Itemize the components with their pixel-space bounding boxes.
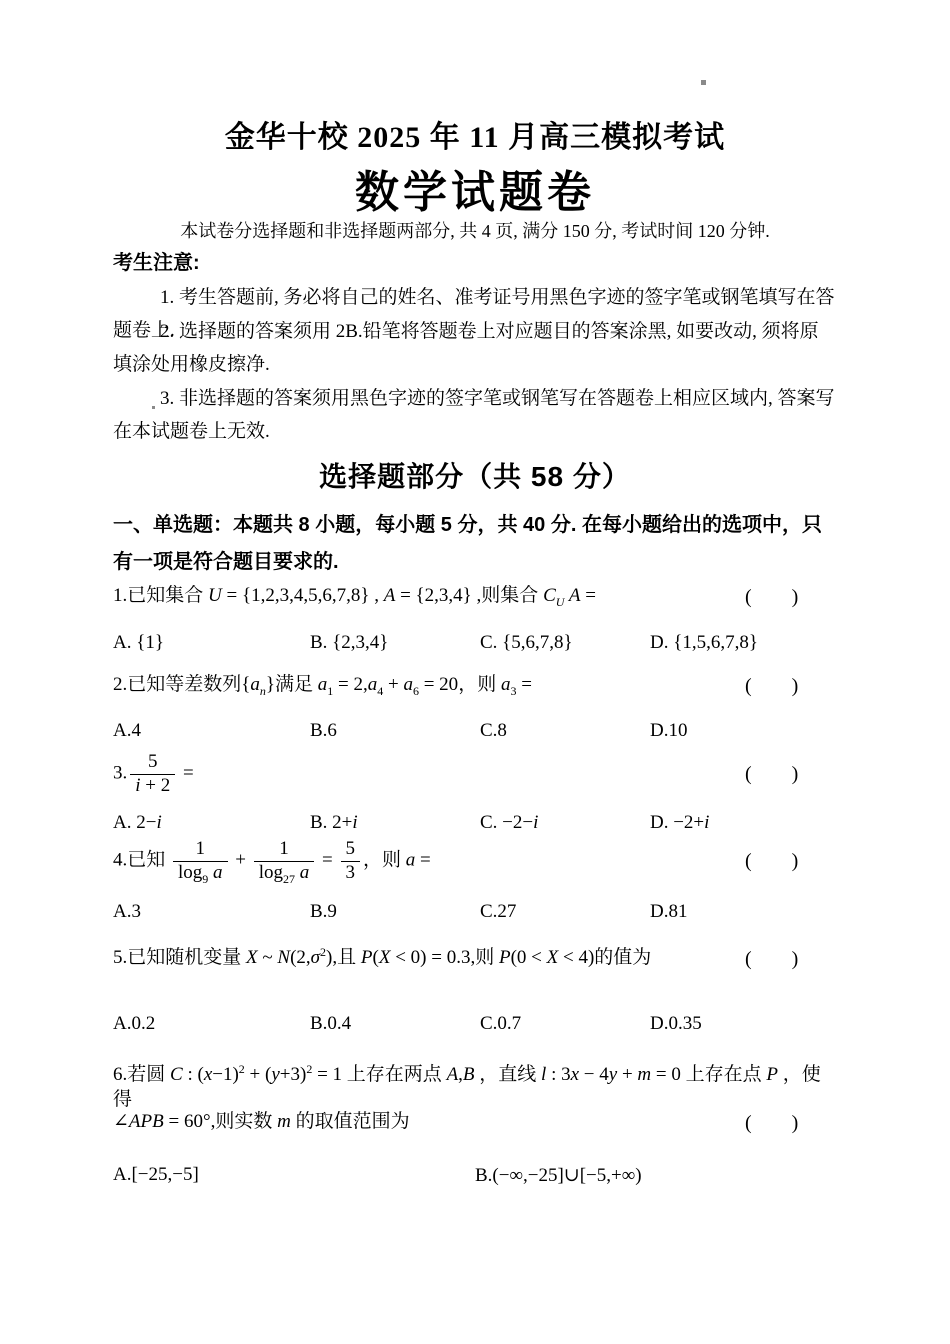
question-4 bbox=[113, 838, 837, 885]
question-1-option-b: B. {2,3,4} bbox=[310, 632, 389, 653]
question-6-option-a: A.[−25,−5] bbox=[113, 1164, 199, 1185]
question-6-text-line1: 6.若圆 C : $(x-1)^2 + (y+3)^2 = 1$ 上存在两点 A,B ，直线 l : 3x − 4y + m = 0 上存在点 P ，使得 bbox=[113, 1062, 821, 1110]
exam-title: 金华十校 2025 年 11 月高三模拟考试 bbox=[224, 121, 726, 154]
paper-intro: 本试卷分选择题和非选择题两部分, 共 4 页, 满分 150 分, 考试时间 120 分钟. bbox=[180, 221, 770, 241]
question-4-option-c: C.27 bbox=[480, 901, 517, 922]
question-1-answer-blank: ( ) bbox=[745, 586, 799, 608]
question-5-option-c: C.0.7 bbox=[480, 1013, 522, 1034]
section-title: 选择题部分（共 58 分） bbox=[319, 461, 631, 492]
question-3-option-a: A. 2−i bbox=[113, 812, 162, 833]
question-3-option-c: C. −2−i bbox=[480, 812, 539, 833]
notice-heading: 考生注意: bbox=[113, 252, 200, 274]
question-2-option-c: C.8 bbox=[480, 720, 507, 741]
question-2-option-d: D.10 bbox=[650, 720, 688, 741]
question-2-option-b: B.6 bbox=[310, 720, 337, 741]
question-2-text: 2.已知等差数列$\{a_n\}$满足 $a_1 = 2,a_4 + a_6 = 20$，则 $a_3$ = bbox=[113, 674, 532, 698]
question-3-option-d: D. −2+i bbox=[650, 812, 710, 833]
question-4-option-a: A.3 bbox=[113, 901, 141, 922]
question-6-option-b: B.(−∞,−25]∪[−5,+∞) bbox=[475, 1165, 642, 1186]
question-2-answer-blank: ( ) bbox=[745, 675, 799, 697]
question-4-option-d: D.81 bbox=[650, 901, 688, 922]
part1-instruction: 一、单选题：本题共 8 小题，每小题 5 分，共 40 分. 在每小题给出的选项中，只有一项是符合题目要求的. bbox=[113, 514, 822, 573]
paper-subtitle: 数学试题卷 bbox=[355, 168, 595, 217]
question-6-options bbox=[113, 1164, 837, 1187]
question-3-options bbox=[113, 812, 837, 834]
question-4-option-b: B.9 bbox=[310, 901, 337, 922]
question-4-options bbox=[113, 901, 837, 923]
notice-item-3: 3. 非选择题的答案须用黑色字迹的签字笔或钢笔写在答题卷上相应区域内, 答案写在本试题卷上无效. bbox=[113, 388, 835, 442]
question-5-text: 5.已知随机变量 X ~ $N(2,\sigma^2)$,且 P(X < 0) = 0.3,则 P(0 < X < 4)的值为 bbox=[113, 945, 652, 968]
question-5-options bbox=[113, 1013, 837, 1035]
question-2-options bbox=[113, 720, 837, 742]
question-3-option-b: B. 2+i bbox=[310, 812, 358, 833]
question-2-option-a: A.4 bbox=[113, 720, 141, 741]
question-5-option-b: B.0.4 bbox=[310, 1013, 352, 1034]
question-5 bbox=[113, 946, 837, 971]
question-3 bbox=[113, 751, 837, 798]
question-6 bbox=[113, 1063, 837, 1112]
question-2 bbox=[113, 673, 837, 698]
notice-item-2: 2. 选择题的答案须用 2B.铅笔将答题卷上对应题目的答案涂黑, 如要改动, 须将原填涂处用橡皮擦净. bbox=[113, 321, 819, 375]
question-5-option-d: D.0.35 bbox=[650, 1013, 702, 1034]
question-1-text: 1.已知集合 U = {1,2,3,4,5,6,7,8} , A = {2,3,4} ,则集合 $C_U$ A = bbox=[113, 585, 596, 609]
question-6-answer-blank: ( ) bbox=[745, 1112, 799, 1134]
notice-item-1: 1. 考生答题前, 务必将自己的姓名、准考证号用黑色字迹的签字笔或钢笔填写在答题卷上. bbox=[113, 287, 835, 341]
question-3-answer-blank: ( ) bbox=[745, 763, 799, 785]
question-1 bbox=[113, 584, 837, 609]
scan-artifact-dot bbox=[701, 80, 706, 85]
question-5-option-a: A.0.2 bbox=[113, 1013, 156, 1034]
question-4-text: 4.已知 $\frac{1}{\log_9 a}$ + $\frac{1}{\log_{27} a}$ = $\frac{5}{3}$ ，则 a = bbox=[113, 838, 431, 886]
question-3-text: 3. $\frac{5}{i + 2}$ = bbox=[113, 751, 194, 796]
question-5-answer-blank: ( ) bbox=[745, 948, 799, 970]
question-1-option-d: D. {1,5,6,7,8} bbox=[650, 632, 758, 653]
question-6-line2 bbox=[113, 1110, 837, 1135]
question-4-answer-blank: ( ) bbox=[745, 850, 799, 872]
question-6-text-line2: ∠APB = 60°,则实数 m 的取值范围为 bbox=[113, 1111, 410, 1132]
question-1-options bbox=[113, 632, 837, 654]
question-1-option-a: A. {1} bbox=[113, 632, 164, 653]
question-1-option-c: C. {5,6,7,8} bbox=[480, 632, 573, 653]
